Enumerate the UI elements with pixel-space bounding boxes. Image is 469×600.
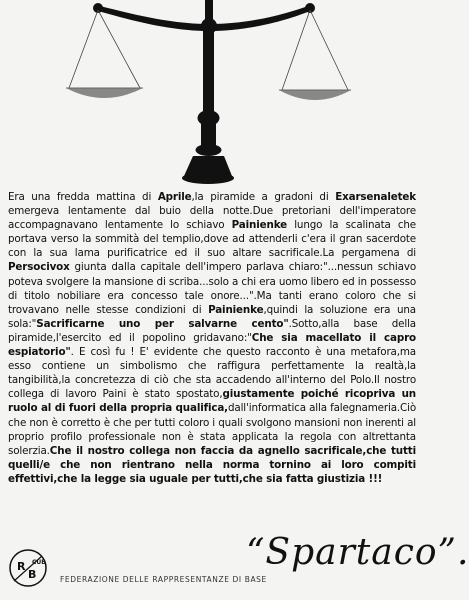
- logo-letter-r: R: [17, 560, 26, 573]
- logo-letter-b: B: [28, 568, 37, 581]
- rdb-cub-logo: [8, 548, 48, 588]
- signature: “Spartaco”.: [246, 532, 469, 573]
- article-body: Era una fredda mattina di Aprile,la piramide a gradoni di Exarsenaletek emergeva lentamente dal buio della notte.Due pretoriani dell'imperatore accompagnavano lentamente lo schiavo Painienke lungo la scalinata che portava verso la sommità del templio,dove ad attenderli c'era il gran sacerdote con la sua lama purificatrice ed il suo altare sacrificale.La pergamena di Persocivox giunta dalla capitale dell'impero parlava chiaro:"...nessun schiavo poteva svolgere la mansione di scriba...solo a chi era uomo libero ed in possesso di titolo nobiliare era concesso tale onore...".Ma tanti erano coloro che si trovavano nelle stesse condizioni di Painienke,quindi la soluzione era una sola:"Sacrificarne uno per salvarne cento".Sotto,alla base della piramide,l'esercito ed il popolino gridavano:"Che sia macellato il capro espiatorio". E così fu ! E' evidente che questo racconto è una metafora,ma esso contiene un simbolismo che raffigura perfettamente la realtà,la tangibilità,la concretezza di ciò che sta accadendo all'interno del Polo.Il nostro collega di lavoro Paini è stato spostato,giustamente poiché ricopriva un ruolo al di fuori della propria qualifica,dall'informatica alla falegnameria.Ciò che non è corretto è che per tutti coloro i quali svolgono mansioni non inerenti al proprio profilo professionale non è stata applicata la regola con altrettanta solerzia.Che il nostro collega non faccia da agnello sacrificale,che tutti quelli/e che non rientrano nella norma tornino ai loro compiti effettivi,che la legge sia uguale per tutti,che sia fatta giustizia !!!: [8, 191, 416, 485]
- logo-cub: CUB: [32, 559, 46, 566]
- balance-scale-icon: [0, 0, 424, 190]
- organization-name: FEDERAZIONE DELLE RAPPRESENTANZE DI BASE: [60, 575, 267, 584]
